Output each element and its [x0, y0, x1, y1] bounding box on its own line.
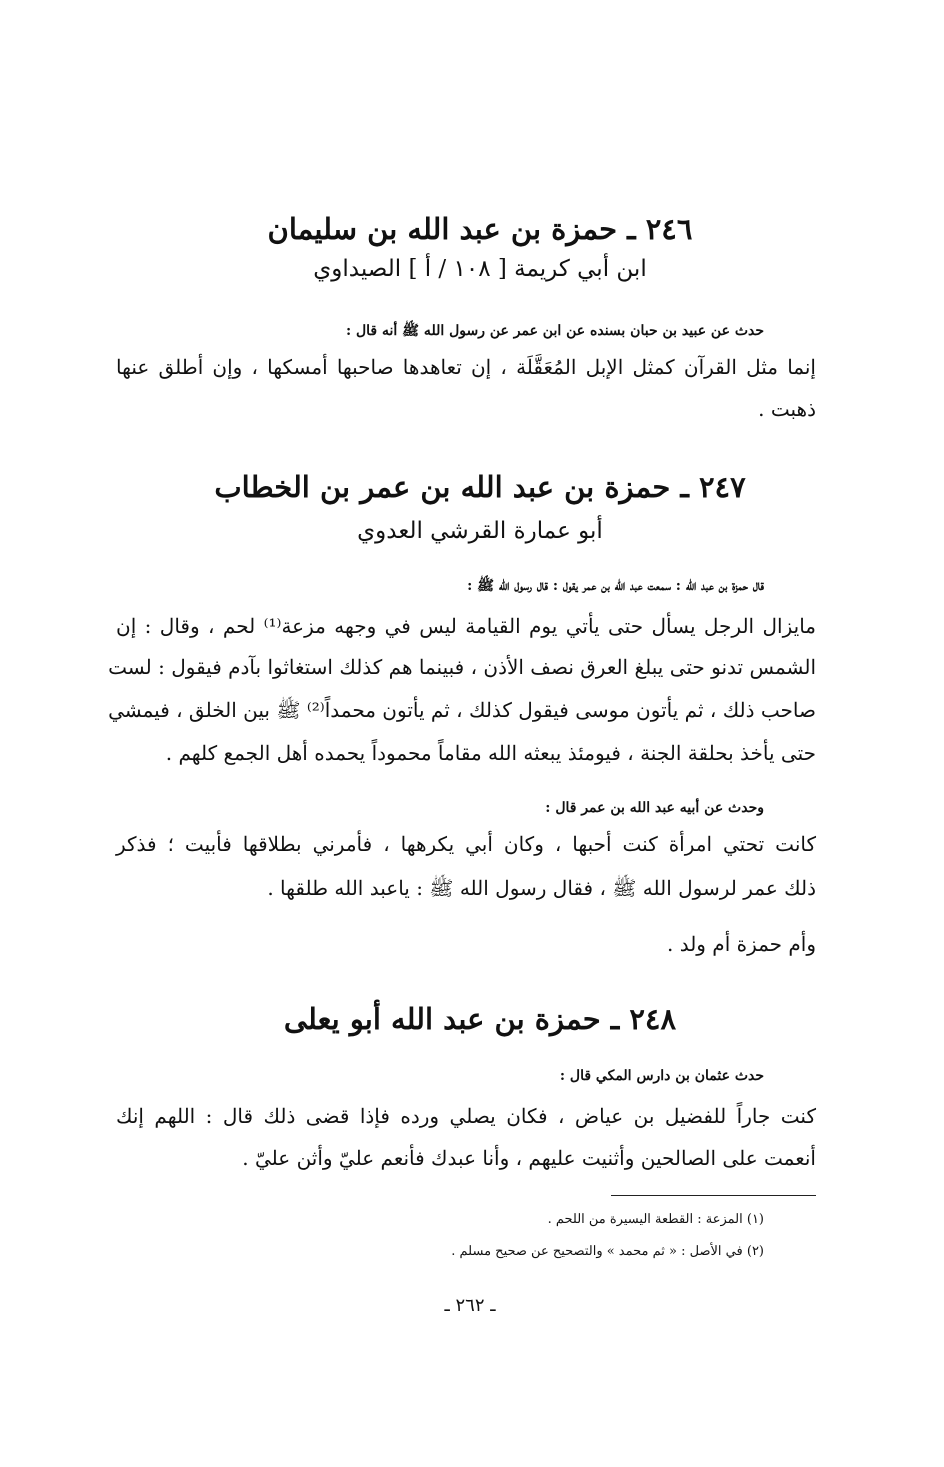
footnote: (٢) في الأصل : « ثم محمد » والتصحيح عن صحيح مسلم . [451, 1244, 764, 1259]
entry-subtitle: أبو عمارة القرشي العدوي [357, 518, 603, 544]
body-text-line: الشمس تدنو حتى يبلغ العرق نصف الأذن ، فبينما هم كذلك استغاثوا بآدم فيقول : لست [108, 655, 816, 679]
body-text-line: مايزال الرجل يسأل حتى يأتي يوم القيامة ليس في وجهه مزعة⁽¹⁾ لحم ، وقال : إن [116, 614, 816, 638]
footnote: (١) المزعة : القطعة اليسيرة من اللحم . [547, 1212, 764, 1227]
body-text-line: أنعمت على الصالحين وأثنيت عليهم ، وأنا عبدك فأنعم عليّ وأثن عليّ . [242, 1146, 816, 1170]
footnote-separator [611, 1195, 816, 1196]
entry-note: وأم حمزة أم ولد . [666, 932, 816, 956]
entry-subtitle: ابن أبي كريمة [ ١٠٨ / أ ] الصيداوي [313, 256, 647, 282]
entry-title: ٢٤٧ ـ حمزة بن عبد الله بن عمر بن الخطاب [214, 470, 746, 504]
body-text-line: صاحب ذلك ، ثم يأتون موسى فيقول كذلك ، ثم يأتون محمداً⁽²⁾ ﷺ بين الخلق ، فيمشي [108, 698, 816, 722]
isnad-line: حدث عثمان بن دارس المكي قال : [559, 1068, 764, 1084]
body-text-line: كانت تحتي امرأة كنت أحبها ، وكان أبي يكرهها ، فأمرني بطلاقها فأبيت ؛ فذكر [116, 832, 816, 856]
body-text-line: حتى يأخذ بحلقة الجنة ، فيومئذ يبعثه الله مقاماً محموداً يحمده أهل الجمع كلهم . [165, 741, 816, 765]
body-text-line: كنت جاراً للفضيل بن عياض ، فكان يصلي ورده فإذا قضى ذلك قال : اللهم إنك [116, 1104, 816, 1128]
page-number: ـ ٢٦٢ ـ [444, 1295, 496, 1316]
body-text-line: ذهبت . [758, 397, 816, 421]
isnad-line: وحدث عن أبيه عبد الله بن عمر قال : [545, 800, 764, 816]
entry-title: ٢٤٨ ـ حمزة بن عبد الله أبو يعلى [283, 1002, 677, 1036]
isnad-line: قال حمزة بن عبد الله : سمعت عبد الله بن عمر يقول : قال رسول الله ﷺ : [467, 578, 764, 594]
body-text-line: ذلك عمر لرسول الله ﷺ ، فقال رسول الله ﷺ : ياعبد الله طلقها . [267, 876, 816, 900]
entry-title: ٢٤٦ ـ حمزة بن عبد الله بن سليمان [267, 212, 693, 246]
isnad-line: حدث عن عبيد بن حبان بسنده عن ابن عمر عن رسول الله ﷺ أنه قال : [345, 323, 764, 339]
body-text-line: إنما مثل القرآن كمثل الإبل المُعَقَّلَة ، إن تعاهدها صاحبها أمسكها ، وإن أطلق عنها [116, 355, 816, 379]
